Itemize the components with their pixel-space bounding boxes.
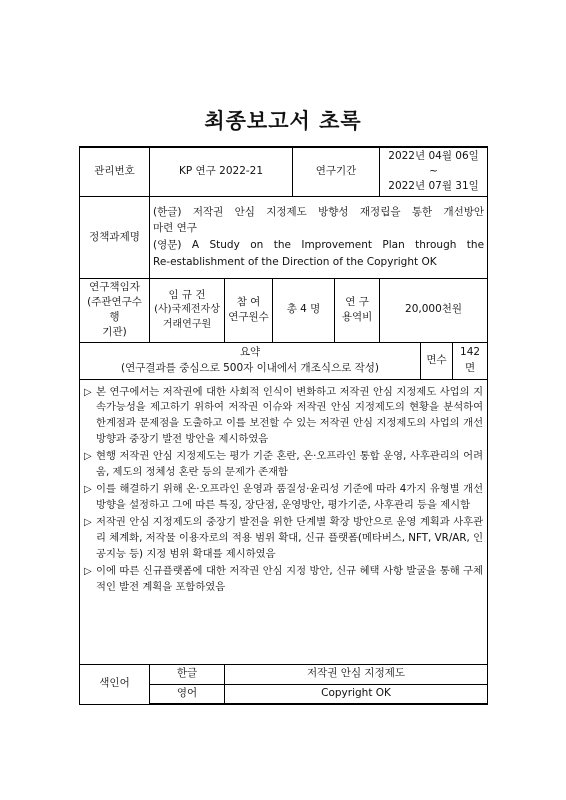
triangle-marker-icon: ▷	[84, 386, 92, 398]
summary-body	[80, 379, 488, 664]
summary-bullet: ▷ 본 연구에서는 저작권에 대한 사회적 인식이 변화하고 저작권 안심 지정제도 사업의 지속가능성을 제고하기 위하여 저작권 이슈와 저작권 안심 지정제도의 현황을 분석하여 한계점과 문제점을 도출하고 이를 보전할 수 있는 저작권 안심 지정제도의 사업의 개선 방향과 중장기 발전 방안을 제시하였음	[84, 385, 484, 446]
label-research-budget: 연 구 용역비	[335, 278, 380, 342]
value-research-period: 2022년 04월 06일 ~ 2022년 07월 31일	[380, 147, 488, 196]
value-policy-title: (한글) 저작권 안심 지정제도 방향성 재정립을 통한 개선방안 마련 연구 (영문) A Study on the Improvement Plan through the Re-establishment of the Direction of the Copyright OK	[150, 196, 488, 278]
triangle-marker-icon: ▷	[84, 566, 92, 578]
label-keyword-english: 영어	[150, 684, 225, 704]
row-summary-header	[80, 342, 488, 379]
row-keyword-korean	[80, 664, 488, 684]
summary-bullet: ▷ 이를 해결하기 위해 온·오프라인 운영과 품질성·윤리성 기준에 따라 4가지 유형별 개선 방향을 설정하고 그에 따른 특징, 장단점, 운영방안, 평가기준, 사후관리 등을 제시함	[84, 483, 484, 512]
row-summary-body	[80, 379, 488, 664]
label-pages: 면수	[421, 342, 453, 379]
report-title: 최종보고서 초록	[204, 109, 362, 133]
summary-bullet: ▷ 현행 저작권 안심 지정제도는 평가 기준 혼란, 온·오프라인 통합 운영, 사후관리의 어려움, 제도의 정체성 혼란 등의 문제가 존재함	[84, 450, 484, 479]
value-keyword-korean: 저작권 안심 지정제도	[225, 664, 488, 684]
triangle-marker-icon: ▷	[84, 484, 92, 496]
label-principal-investigator: 연구책임자 (주관연구수행 기관)	[80, 278, 150, 342]
value-management-no: KP 연구 2022-21	[150, 147, 293, 196]
label-policy-title: 정책과제명	[80, 196, 150, 278]
row-policy-title	[80, 196, 488, 278]
value-keyword-english: Copyright OK	[225, 684, 488, 704]
triangle-marker-icon: ▷	[84, 451, 92, 463]
label-keyword-korean: 한글	[150, 664, 225, 684]
value-principal-investigator: 임 규 건 (사)국제전자상 거래연구원	[150, 278, 225, 342]
label-management-no: 관리번호	[80, 147, 150, 196]
value-participating-researchers: 총 4 명	[273, 278, 335, 342]
triangle-marker-icon: ▷	[84, 517, 92, 529]
row-researcher	[80, 278, 488, 342]
label-participating-researchers: 참 여 연구원수	[225, 278, 273, 342]
abstract-table	[79, 146, 488, 705]
label-research-period: 연구기간	[293, 147, 380, 196]
value-research-budget: 20,000천원	[380, 278, 488, 342]
summary-bullet: ▷ 저작권 안심 지정제도의 중장기 발전을 위한 단계별 확장 방안으로 운영 계획과 사후관리 체계화, 저작물 이용자로의 적용 범위 확대, 신규 플랫폼(메타버스, NFT, VR/AR, 인공지능 등) 지정 범위 확대를 제시하였음	[84, 516, 484, 561]
value-pages: 142면	[453, 342, 488, 379]
label-index-terms: 색인어	[80, 664, 150, 704]
summary-bullet: ▷ 이에 따른 신규플랫폼에 대한 저작권 안심 지정 방안, 신규 혜택 사항 발굴을 통해 구체적인 발전 계획을 포함하였음	[84, 565, 484, 593]
row-management	[80, 147, 488, 196]
summary-header: 요약 (연구결과를 중심으로 500자 이내에서 개조식으로 작성)	[80, 342, 421, 379]
